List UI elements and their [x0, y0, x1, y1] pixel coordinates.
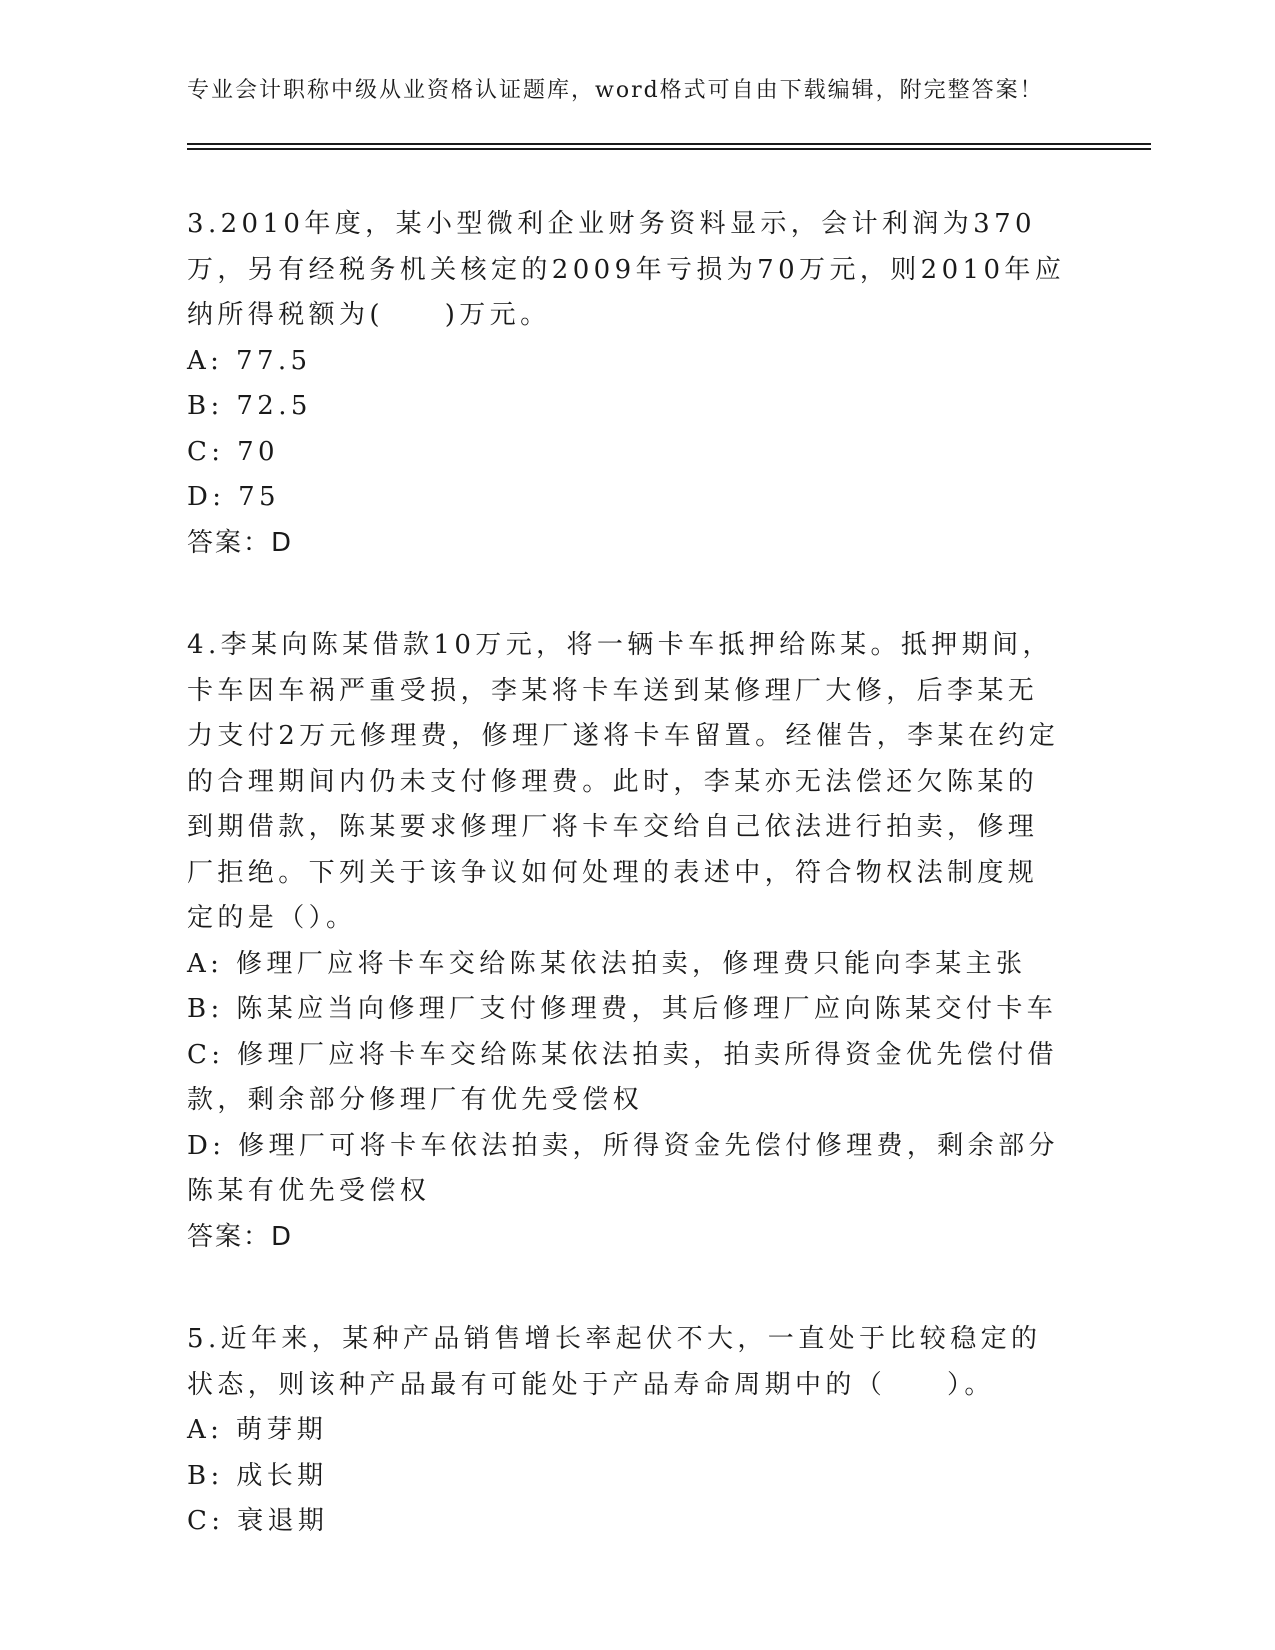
question-text: 4.李某向陈某借款10万元，将一辆卡车抵押给陈某。抵押期间，卡车因车祸严重受损，李某将卡车送到某修理厂大修，后李某无力支付2万元修理费，修理厂遂将卡车留置。经催告，李某在约定的合理期间内仍未支付修理费。此时，李某亦无法偿还欠陈某的到期借款，陈某要求修理厂将卡车交给自己依法进行拍卖，修理厂拒绝。下列关于该争议如何处理的表述中，符合物权法制度规定的是（）。	[187, 630, 1060, 933]
question-3	[187, 202, 1067, 566]
option-a: A: 修理厂应将卡车交给陈某依法拍卖，修理费只能向李某主张	[187, 948, 1027, 979]
option-c: C: 修理厂应将卡车交给陈某依法拍卖，拍卖所得资金优先偿付借款，剩余部分修理厂有优先受偿权	[187, 1039, 1058, 1115]
page-header: 专业会计职称中级从业资格认证题库，word格式可自由下载编辑，附完整答案！	[187, 78, 1044, 103]
option-c: C: 70	[187, 436, 280, 467]
option-d: D: 修理厂可将卡车依法拍卖，所得资金先偿付修理费，剩余部分陈某有优先受偿权	[187, 1130, 1059, 1206]
question-list	[187, 202, 1067, 1602]
option-b: B: 陈某应当向修理厂支付修理费，其后修理厂应向陈某交付卡车	[187, 994, 1058, 1024]
question-4	[187, 623, 1067, 1260]
option-b: B: 成长期	[187, 1460, 328, 1491]
option-d: D: 75	[187, 482, 280, 512]
option-c: C: 衰退期	[187, 1506, 329, 1536]
header-rule	[187, 143, 1151, 145]
answer: 答案：D	[187, 527, 294, 558]
question-text: 3.2010年度，某小型微利企业财务资料显示，会计利润为370万，另有经税务机关核定的2009年亏损为70万元，则2010年应纳所得税额为( )万元。	[187, 209, 1066, 330]
header-rule-secondary	[187, 148, 1151, 150]
option-a: A: 77.5	[187, 345, 312, 376]
question-text: 5.近年来，某种产品销售增长率起伏不大，一直处于比较稳定的状态，则该种产品最有可能处于产品寿命周期中的（ ）。	[187, 1324, 1042, 1400]
option-b: B: 72.5	[187, 391, 312, 421]
question-5	[187, 1317, 1067, 1545]
option-a: A: 萌芽期	[187, 1415, 328, 1445]
answer: 答案：D	[187, 1221, 294, 1252]
